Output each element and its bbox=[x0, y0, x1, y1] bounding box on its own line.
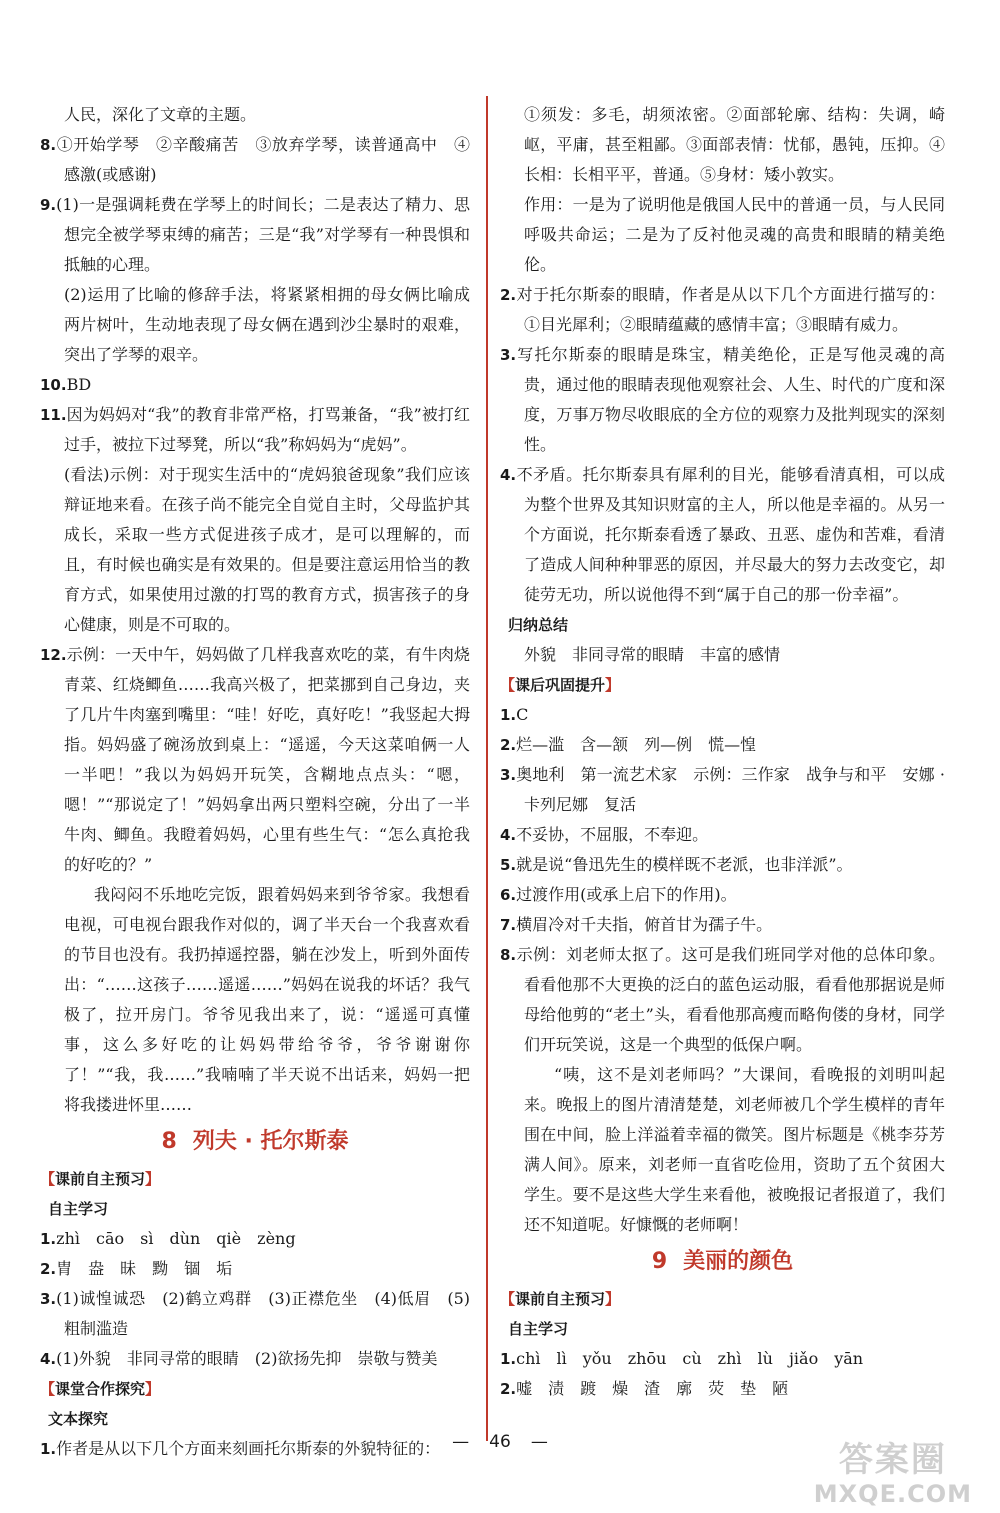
answer-text: (1)外貌 非同寻常的眼睛 (2)欲扬先抑 崇敬与赞美 bbox=[56, 1349, 438, 1368]
section-heading: 【课后巩固提升】 bbox=[500, 676, 621, 694]
answer-text: ①开始学琴 ②辛酸痛苦 ③放弃学琴，读普通高中 ④感激(或感谢) bbox=[56, 135, 470, 184]
after-answer-5 bbox=[500, 850, 945, 880]
left-column bbox=[40, 100, 470, 1464]
after-answer-8-part2: “咦，这不是刘老师吗？”大课间，看晚报的刘明叫起来。晚报上的图片清清楚楚，刘老师被几个学生模样的青年围在中间，脸上洋溢着幸福的微笑。图片标题是《桃李芬芳满人间》。原来，刘老师一直省吃俭用，资助了五个贫困大学生。要不是这些大学生来看他，被晚报记者报道了，我们还不知道呢。好慷慨的老师啊！ bbox=[524, 1065, 945, 1234]
explore-answer-4 bbox=[500, 460, 945, 610]
question-number: 1. bbox=[500, 1350, 517, 1368]
explore-answer-3 bbox=[500, 340, 945, 460]
answer-text: 不妥协，不屈服，不奉迎。 bbox=[516, 825, 709, 844]
answer-text: BD bbox=[66, 375, 92, 394]
question-number: 3. bbox=[40, 1290, 57, 1308]
question-number: 10. bbox=[40, 376, 67, 394]
explore-answer-1-detail: ①须发：多毛，胡须浓密。②面部轮廓、结构：失调，崎岖，平庸，甚至粗鄙。③面部表情：忧郁，愚钝，压抑。④长相：长相平平，普通。⑤身材：矮小敦实。 bbox=[524, 105, 945, 184]
question-number: 6. bbox=[500, 886, 517, 904]
subheading: 自主学习 bbox=[48, 1200, 109, 1218]
page-number-value: 46 bbox=[489, 1432, 511, 1452]
section-heading: 【课前自主预习】 bbox=[40, 1170, 161, 1188]
section-heading: 【课堂合作探究】 bbox=[40, 1380, 161, 1398]
section-heading-text: 课堂合作探究 bbox=[55, 1380, 146, 1398]
answer-text: 不矛盾。托尔斯泰具有犀利的目光，能够看清真相，可以成为整个世界及其知识财富的主人，所以他是幸福的。从另一个方面说，托尔斯泰看透了暴政、丑恶、虚伪和苦难，看清了造成人间种种罪恶的原因，并尽最大的努力去改变它，却徒劳无功，所以说他得不到“属于自己的那一份幸福”。 bbox=[516, 465, 945, 604]
section-heading: 【课前自主预习】 bbox=[500, 1290, 621, 1308]
answer-9 bbox=[40, 190, 470, 280]
after-answer-4 bbox=[500, 820, 945, 850]
section-heading-text: 课后巩固提升 bbox=[515, 676, 606, 694]
pre-answer-4 bbox=[40, 1344, 470, 1374]
column-divider bbox=[486, 96, 488, 1441]
answer-10 bbox=[40, 370, 470, 400]
page-number: — 46 — bbox=[452, 1432, 548, 1452]
answer-12-part2: 我闷闷不乐地吃完饭，跟着妈妈来到爷爷家。我想看电视，可电视台跟我作对似的，调了半天台一个我喜欢看的节目也没有。我扔掉遥控器，躺在沙发上，听到外面传出：“……这孩子……遥遥……”妈妈在说我的坏话？我气极了，拉开房门。爷爷见我出来了，说：“遥遥可真懂事，这么多好吃的让妈妈带给爷爷，爷爷谢谢你了！”“我，我……”我喃喃了半天说不出话来，妈妈一把将我搂进怀里…… bbox=[64, 885, 470, 1114]
lesson-number: 9 bbox=[651, 1249, 668, 1274]
answer-text: 对于托尔斯泰的眼睛，作者是从以下几个方面进行描写的：①目光犀利；②眼睛蕴藏的感情丰富；③眼睛有威力。 bbox=[516, 285, 945, 334]
answer-text: 奥地利 第一流艺术家 示例：三作家 战争与和平 安娜 · 卡列尼娜 复活 bbox=[516, 765, 945, 814]
question-number: 12. bbox=[40, 646, 67, 664]
question-number: 3. bbox=[500, 346, 517, 364]
question-number: 7. bbox=[500, 916, 517, 934]
question-number: 2. bbox=[500, 736, 517, 754]
question-number: 4. bbox=[500, 466, 517, 484]
question-number: 2. bbox=[500, 1380, 517, 1398]
lesson-name: 美丽的颜色 bbox=[683, 1249, 794, 1274]
question-number: 3. bbox=[500, 766, 517, 784]
question-number: 5. bbox=[500, 856, 517, 874]
answer-text: 示例：一天中午，妈妈做了几样我喜欢吃的菜，有牛肉烧青菜、红烧鲫鱼……我高兴极了，把菜挪到自己身边，夹了几片牛肉塞到嘴里：“哇！好吃，真好吃！”我竖起大拇指。妈妈盛了碗汤放到桌上：“遥遥，今天这菜咱俩一人一半吧！”我以为妈妈开玩笑，含糊地点点头：“嗯，嗯！”“那说定了！”妈妈拿出两只塑料空碗，分出了一半牛肉、鲫鱼。我瞪着妈妈，心里有些生气：“怎么真抢我的好吃的？” bbox=[64, 645, 470, 874]
question-number: 1. bbox=[500, 706, 517, 724]
section-heading-text: 课前自主预习 bbox=[55, 1170, 146, 1188]
right-column bbox=[500, 100, 945, 1404]
after-answer-1 bbox=[500, 700, 945, 730]
question-number: 4. bbox=[500, 826, 517, 844]
answer-text: 横眉冷对千夫指，俯首甘为孺子牛。 bbox=[516, 915, 773, 934]
answer-9-part2: (2)运用了比喻的修辞手法，将紧紧相拥的母女俩比喻成两片树叶，生动地表现了母女俩在遇到沙尘暴时的艰难，突出了学琴的艰辛。 bbox=[64, 285, 470, 364]
answer-11 bbox=[40, 400, 470, 460]
question-number: 11. bbox=[40, 406, 67, 424]
answer-text: 因为妈妈对“我”的教育非常严格，打骂兼备，“我”被打红过手，被拉下过琴凳，所以“我”称妈妈为“虎妈”。 bbox=[64, 405, 470, 454]
pre-answer-1 bbox=[40, 1224, 470, 1254]
watermark-line2: MXQE.COM bbox=[813, 1480, 972, 1508]
answer-8 bbox=[40, 130, 470, 190]
answer-text: 嘘 渍 踱 燥 渣 廓 荧 垫 陋 bbox=[516, 1379, 789, 1398]
question-number: 2. bbox=[500, 286, 517, 304]
answer-text: 烂—滥 含—颔 列—例 慌—惶 bbox=[516, 735, 757, 754]
after-answer-6 bbox=[500, 880, 945, 910]
question-number: 1. bbox=[40, 1230, 57, 1248]
question-number: 4. bbox=[40, 1350, 57, 1368]
after-answer-2 bbox=[500, 730, 945, 760]
answer-12 bbox=[40, 640, 470, 880]
question-number: 8. bbox=[500, 946, 517, 964]
answer-text: (1)诚惶诚恐 (2)鹤立鸡群 (3)正襟危坐 (4)低眉 (5)粗制滥造 bbox=[56, 1289, 470, 1338]
question-number: 2. bbox=[40, 1260, 57, 1278]
question-number: 9. bbox=[40, 196, 57, 214]
watermark-line1: 答案圈 bbox=[838, 1440, 947, 1480]
answer-text: 就是说“鲁迅先生的模样既不老派，也非洋派”。 bbox=[516, 855, 853, 874]
after-answer-7 bbox=[500, 910, 945, 940]
answer-11-part2: (看法)示例：对于现实生活中的“虎妈狼爸现象”我们应该辩证地来看。在孩子尚不能完全自觉自主时，父母监护其成长，采取一些方式促进孩子成才，是可以理解的，而且，有时候也确实是有效果的。但是要注意运用恰当的教育方式，如果使用过激的打骂的教育方式，损害孩子的身心健康，则是不可取的。 bbox=[64, 465, 470, 634]
subheading: 文本探究 bbox=[48, 1410, 109, 1428]
question-number: 1. bbox=[40, 1440, 57, 1458]
answer-text: 写托尔斯泰的眼睛是珠宝，精美绝伦，正是写他灵魂的高贵，通过他的眼睛表现他观察社会、人生、时代的广度和深度，万事万物尽收眼底的全方位的观察力及批判现实的深刻性。 bbox=[516, 345, 945, 454]
watermark-logo bbox=[814, 1440, 972, 1508]
subheading: 归纳总结 bbox=[508, 616, 569, 634]
lesson-9-title bbox=[500, 1240, 945, 1284]
answer-text: 胄 盎 昧 黝 锢 垢 bbox=[56, 1259, 233, 1278]
answer-text: C bbox=[516, 705, 529, 724]
explore-answer-1-effect: 作用：一是为了说明他是俄国人民中的普通一员，与人民同呼吸共命运；二是为了反衬他灵魂的高贵和眼睛的精美绝伦。 bbox=[524, 195, 945, 274]
l9-pre-answer-2 bbox=[500, 1374, 945, 1404]
l9-pre-answer-1 bbox=[500, 1344, 945, 1374]
summary-text: 外貌 非同寻常的眼睛 丰富的感情 bbox=[524, 645, 781, 664]
explore-answer-2 bbox=[500, 280, 945, 340]
answer-text: zhì cāo sì dùn qiè zèng bbox=[56, 1229, 296, 1248]
answer-text: chì lì yǒu zhōu cù zhì lù jiǎo yān bbox=[516, 1349, 864, 1368]
question-number: 8. bbox=[40, 136, 57, 154]
pre-answer-3 bbox=[40, 1284, 470, 1344]
lesson-number: 8 bbox=[161, 1129, 177, 1154]
lesson-name: 列夫 · 托尔斯泰 bbox=[192, 1129, 349, 1154]
answer-text: 过渡作用(或承上启下的作用)。 bbox=[516, 885, 737, 904]
after-answer-8 bbox=[500, 940, 945, 1060]
after-answer-3 bbox=[500, 760, 945, 820]
pre-answer-2 bbox=[40, 1254, 470, 1284]
lesson-8-title bbox=[40, 1120, 470, 1164]
answer-text: (1)一是强调耗费在学琴上的时间长；二是表达了精力、思想完全被学琴束缚的痛苦；三是“我”对学琴有一种畏惧和抵触的心理。 bbox=[56, 195, 470, 274]
answer-text: 示例：刘老师太抠了。这可是我们班同学对他的总体印象。看看他那不大更换的泛白的蓝色运动服，看看他那据说是师母给他剪的“老土”头，看看他那高瘦而略佝偻的身材，同学们开玩笑说，这是一个典型的低保户啊。 bbox=[516, 945, 945, 1054]
section-heading-text: 课前自主预习 bbox=[515, 1290, 606, 1308]
answer-text: 作者是从以下几个方面来刻画托尔斯泰的外貌特征的： bbox=[56, 1439, 441, 1458]
subheading: 自主学习 bbox=[508, 1320, 569, 1338]
answer-continuation: 人民，深化了文章的主题。 bbox=[64, 105, 257, 124]
